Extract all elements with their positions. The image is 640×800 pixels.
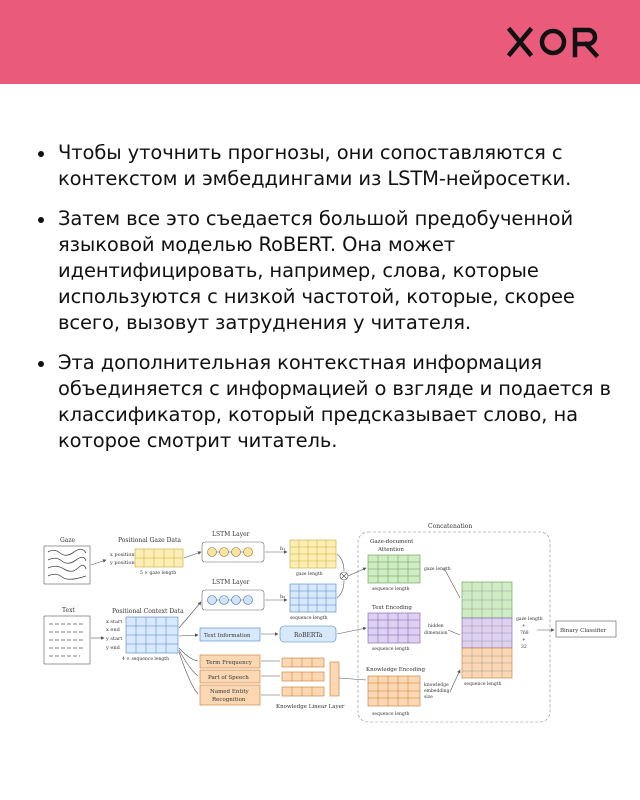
gaze-dim-label: 5 × gaze length (140, 571, 177, 576)
embedding-label: embedding (424, 689, 450, 694)
num-32-label: 32 (521, 645, 527, 650)
gaze-length-label: gaze length (296, 572, 323, 577)
arrow-roberta-out (337, 628, 366, 634)
xor-logo (506, 22, 602, 62)
bullet-item (30, 350, 620, 454)
bullet-text: Затем все это съедается большой предобученной языковой моделью RoBERT. Она может идентифицировать, например, слова, которые используются с низкой частотой, которые, скорее всего, вызовут затруднения у читателя. (58, 207, 575, 334)
gaze-doc-attention-grid (368, 555, 420, 583)
binary-classifier-label: Binary Classifier (560, 628, 607, 634)
seq-length-4-label: sequence length (464, 682, 502, 687)
lstm-label-1: LSTM Layer (212, 531, 250, 538)
y-position-label: y position (110, 560, 135, 566)
knowledge-linear-label: Knowledge Linear Layer (276, 704, 345, 710)
bullet-dot (38, 151, 44, 157)
num-768-label: 768 (520, 631, 529, 636)
seq-length-2-label: sequence length (372, 647, 410, 652)
roberta-label: RoBERTa (294, 632, 323, 639)
architecture-diagram (40, 520, 620, 735)
gaze-embedding-grid (290, 540, 336, 568)
knowledge-linear-layer (282, 658, 339, 696)
gaze-length-r-label: gaze length (424, 567, 451, 572)
seq-length-3-label: sequence length (372, 712, 410, 717)
knowledge-encoding-grid (368, 676, 420, 706)
text-label: Text (62, 607, 75, 614)
h2-label: h₂ (280, 594, 286, 600)
gaze-label: Gaze (60, 537, 76, 544)
header-bar (0, 0, 640, 84)
knowledge-encoding-label: Knowledge Encoding (366, 667, 426, 673)
seq-dim-label: 4 × sequence length (122, 657, 170, 662)
size-label: size (424, 695, 433, 700)
bullet-text: Чтобы уточнить прогнозы, они сопоставляются с контекстом и эмбеддингами из LSTM-нейросетки. (58, 141, 572, 190)
arrow-gaze-lstm (184, 552, 201, 558)
h1-label: h₁ (280, 546, 286, 552)
text-encoding-grid (368, 613, 420, 643)
seq-length-1-label: sequence length (372, 587, 410, 592)
arrows-to-stack (444, 568, 460, 692)
bullet-text: Эта дополнительная контекстная информация объединяется с информацией о взгляде и подается в классификатор, который предсказывает слово, на которое смотрит читатель. (58, 351, 611, 452)
arrow-gaze (91, 560, 106, 565)
positional-context-label: Positional Context Data (112, 608, 184, 615)
dimension-label: dimension (424, 631, 448, 636)
concatenation-label: Concatenation (428, 523, 473, 530)
text-encoding-label: Text Encoding (372, 605, 412, 611)
plus-1-label: + (522, 624, 526, 629)
named-entity-label: Named Entity (210, 689, 249, 695)
gaze-doc-label-2: Attention (378, 547, 404, 553)
knowledge-label: knowledge (424, 683, 449, 688)
arrows-knowledge-in (179, 648, 198, 694)
bullet-dot (38, 361, 44, 367)
y-end-label: y end (106, 645, 120, 651)
x-start-label: x start (106, 619, 123, 625)
plus-2-label: + (522, 638, 526, 643)
bullet-list (30, 140, 620, 468)
bullet-item (30, 140, 620, 192)
x-position-label: x position (110, 552, 135, 558)
arrow-multiply-out (348, 568, 366, 576)
context-data-grid (126, 617, 178, 653)
gaze-data-grid (135, 549, 183, 567)
arrow-context-lstm (179, 602, 201, 628)
hidden-label: hidden (428, 624, 444, 629)
lstm-label-2: LSTM Layer (212, 579, 250, 586)
positional-gaze-label: Positional Gaze Data (118, 537, 181, 544)
x-end-label: x end (106, 627, 120, 633)
context-embedding-grid (290, 584, 336, 612)
term-frequency-label: Term Frequency (206, 660, 252, 666)
arrow-text-info (179, 635, 198, 636)
gaze-len-out-label: gaze length (516, 617, 543, 622)
sequence-length-label: sequence length (290, 616, 328, 621)
text-information-label: Text Information (204, 633, 251, 639)
concatenated-stack (462, 582, 512, 678)
bullet-dot (38, 217, 44, 223)
part-of-speech-label: Part of Speech (208, 675, 249, 681)
bullet-item (30, 206, 620, 336)
gaze-doc-label-1: Gaze-document (370, 539, 414, 545)
recognition-label: Recognition (212, 697, 246, 703)
y-start-label: y start (106, 636, 123, 642)
